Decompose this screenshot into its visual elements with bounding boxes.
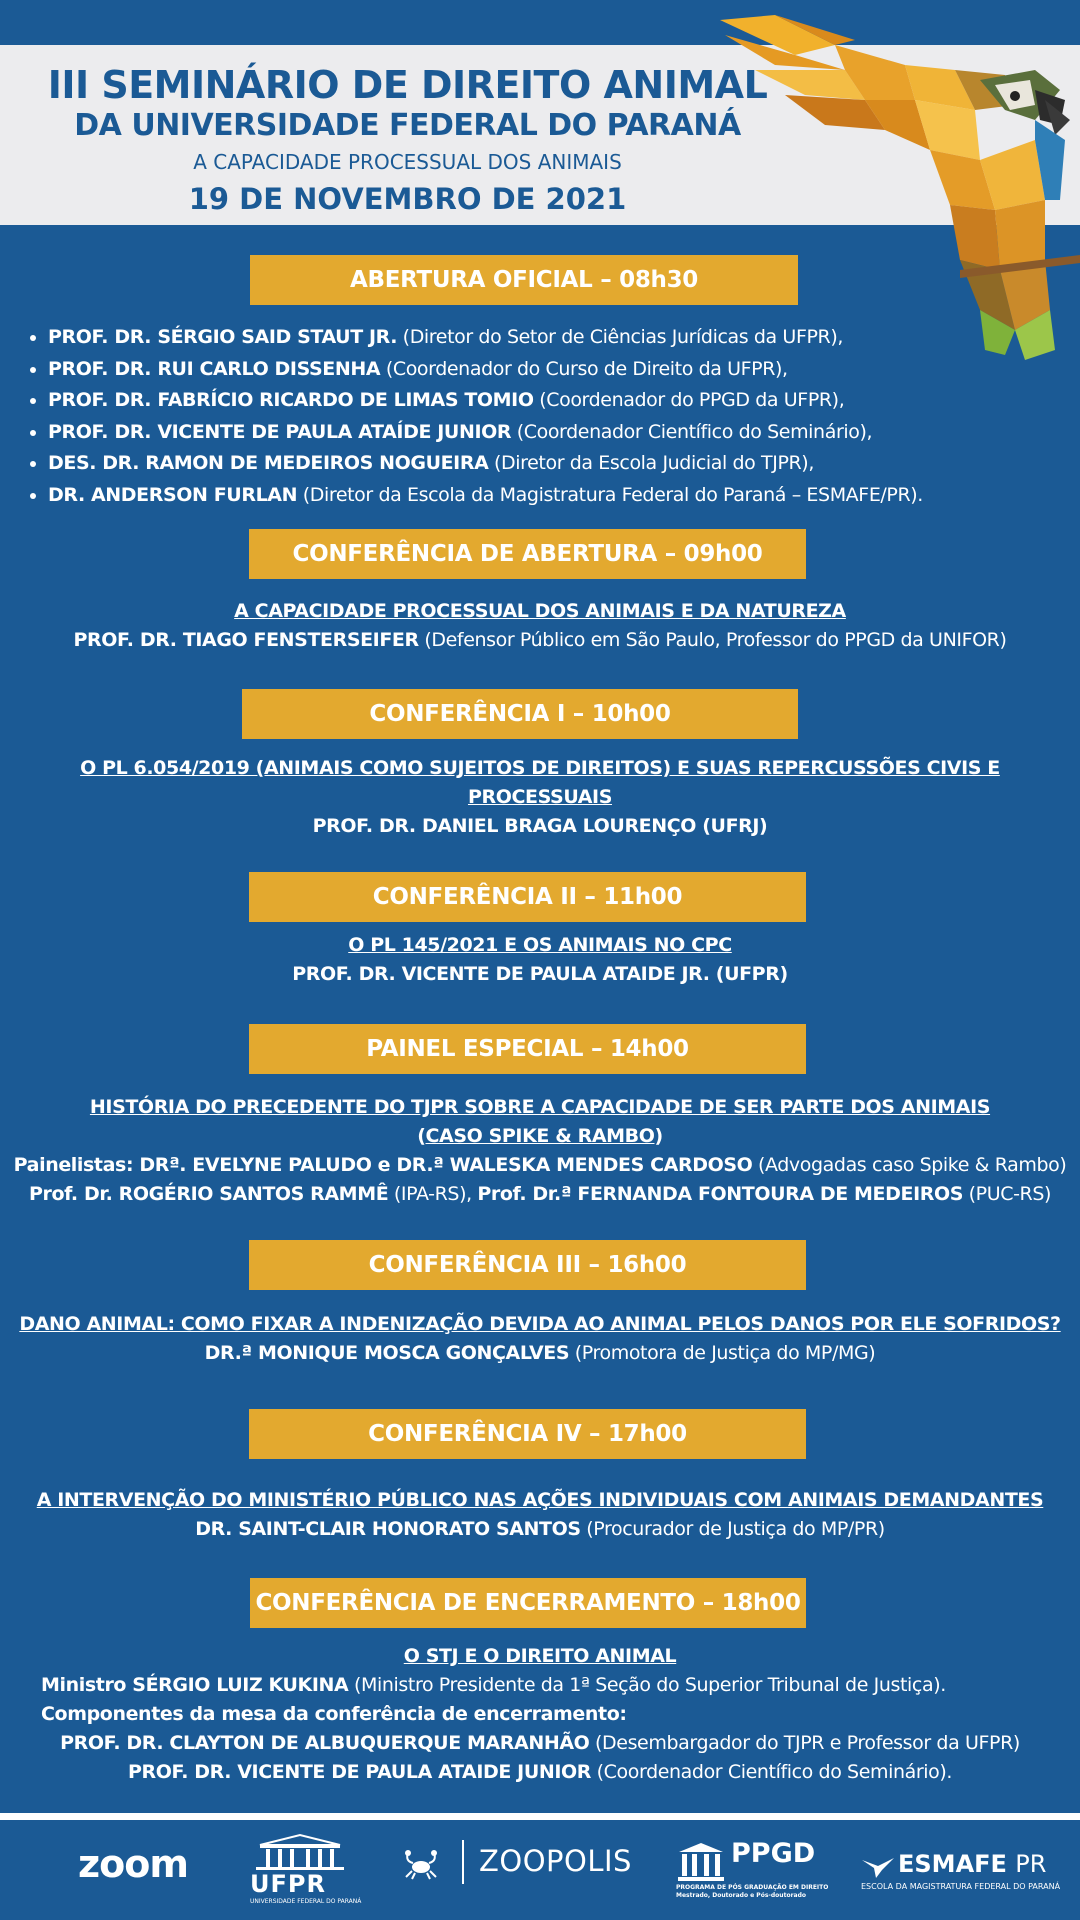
conf1-speaker: PROF. DR. DANIEL BRAGA LOURENÇO (UFRJ) — [312, 815, 768, 837]
ppgd-columns-icon — [676, 1842, 726, 1882]
member-role: (Desembargador do TJPR e Professor da UFPR) — [589, 1732, 1020, 1754]
panelist-name: Prof. Dr.ª FERNANDA FONTOURA DE MEDEIROS — [477, 1183, 964, 1205]
list-item — [48, 480, 1080, 512]
conf1-heading: CONFERÊNCIA I – 10h00 — [242, 689, 798, 739]
panelists-role: (Advogadas caso Spike & Rambo) — [752, 1154, 1067, 1176]
conf2-speaker: PROF. DR. VICENTE DE PAULA ATAIDE JR. (UFPR) — [292, 963, 788, 985]
list-item — [48, 322, 1080, 354]
topic-text: O STJ E O DIREITO ANIMAL — [403, 1645, 677, 1667]
conf-opening-speaker — [0, 626, 1080, 655]
event-date: 19 DE NOVEMBRO DE 2021 — [188, 182, 627, 216]
panelist-affiliation: (PUC-RS) — [963, 1183, 1052, 1205]
esmafe-logo — [898, 1850, 1046, 1878]
macaw-illustration — [715, 10, 1080, 370]
conf3-speaker — [0, 1339, 1080, 1368]
speaker-role: (Promotora de Justiça do MP/MG) — [569, 1342, 876, 1364]
speaker-name: PROF. DR. RUI CARLO DISSENHA — [48, 357, 381, 380]
speaker-role: (Diretor do Setor de Ciências Jurídicas da UFPR), — [397, 326, 843, 348]
closing-speaker — [41, 1671, 1071, 1700]
closing-member2 — [0, 1758, 1080, 1787]
esmafe-name: ESMAFE — [898, 1850, 1007, 1878]
member-name: PROF. DR. VICENTE DE PAULA ATAIDE JUNIOR — [127, 1761, 592, 1783]
panel-topic-line2 — [0, 1122, 1080, 1151]
topic-text: A CAPACIDADE PROCESSUAL DOS ANIMAIS E DA NATUREZA — [234, 600, 846, 622]
conf1-topic-line2 — [0, 783, 1080, 812]
speaker-name: DR. ANDERSON FURLAN — [48, 483, 298, 506]
case-name: CASO SPIKE & RAMBO — [425, 1125, 655, 1147]
topic-text: O PL 6.054/2019 (ANIMAIS COMO SUJEITOS DE DIREITOS) E SUAS REPERCUSSÕES CIVIS E — [80, 757, 1000, 779]
crab-icon — [403, 1845, 439, 1881]
list-item — [48, 385, 1080, 417]
ufpr-logo-subtitle: UNIVERSIDADE FEDERAL DO PARANÁ — [250, 1898, 362, 1905]
event-subtitle: A CAPACIDADE PROCESSUAL DOS ANIMAIS — [193, 150, 622, 174]
speaker-name: DR. SAINT-CLAIR HONORATO SANTOS — [195, 1518, 581, 1540]
conf3-topic — [0, 1310, 1080, 1339]
topic-text: PROCESSUAIS — [467, 786, 613, 808]
zoom-logo: zoom — [78, 1842, 188, 1886]
conf3-heading: CONFERÊNCIA III – 16h00 — [249, 1240, 806, 1290]
ppgd-logo: PPGD — [731, 1838, 816, 1869]
esmafe-pr: PR — [1015, 1850, 1047, 1878]
speaker-name: DR.ª MONIQUE MOSCA GONÇALVES — [204, 1342, 570, 1364]
panelist-name: Prof. Dr. ROGÉRIO SANTOS RAMMÊ — [28, 1183, 389, 1205]
speaker-role: (Coordenador do Curso de Direito da UFPR), — [380, 357, 788, 380]
speaker-role: (Coordenador Científico do Seminário), — [511, 420, 873, 443]
ufpr-building-icon — [250, 1833, 350, 1871]
panelists-names: Painelistas: DRª. EVELYNE PALUDO e DR.ª WALESKA MENDES CARDOSO — [13, 1154, 753, 1176]
closing-panel-label: Componentes da mesa da conferência de encerramento: — [41, 1703, 627, 1725]
member-role: (Coordenador Científico do Seminário). — [591, 1761, 953, 1783]
panelist-affiliation: (IPA-RS), — [388, 1183, 478, 1205]
speaker-role: (Procurador de Justiça do MP/PR) — [580, 1518, 885, 1540]
speaker-name: PROF. DR. FABRÍCIO RICARDO DE LIMAS TOMIO — [48, 389, 534, 411]
opening-speaker-list — [20, 322, 1080, 511]
zoopolis-logo: ZOOPOLIS — [479, 1844, 632, 1878]
speaker-name: Ministro SÉRGIO LUIZ KUKINA — [41, 1674, 349, 1696]
panelists-line1 — [0, 1151, 1080, 1180]
list-item — [48, 354, 1080, 386]
conf-opening-heading: CONFERÊNCIA DE ABERTURA – 09h00 — [249, 529, 806, 579]
footer-logos — [0, 1820, 1080, 1920]
ppgd-subtitle: PROGRAMA DE PÓS GRADUAÇÃO EM DIREITO — [676, 1884, 829, 1891]
conf4-topic — [0, 1486, 1080, 1515]
speaker-name: DES. DR. RAMON DE MEDEIROS NOGUEIRA — [48, 452, 489, 474]
topic-text: DANO ANIMAL: COMO FIXAR A INDENIZAÇÃO DEVIDA AO ANIMAL PELOS DANOS POR ELE SOFRIDOS? — [19, 1313, 1061, 1335]
closing-heading: CONFERÊNCIA DE ENCERRAMENTO – 18h00 — [250, 1578, 806, 1628]
speaker-role: (Defensor Público em São Paulo, Professor do PPGD da UNIFOR) — [418, 629, 1007, 651]
conf2-heading: CONFERÊNCIA II – 11h00 — [249, 872, 806, 922]
zoopolis-divider — [462, 1840, 464, 1884]
footer-divider — [0, 1813, 1080, 1820]
speaker-role: (Ministro Presidente da 1ª Seção do Superior Tribunal de Justiça). — [348, 1674, 946, 1696]
panel-heading: PAINEL ESPECIAL – 14h00 — [249, 1024, 806, 1074]
ppgd-subtitle-2: Mestrado, Doutorado e Pós-doutorado — [676, 1892, 806, 1899]
topic-text: HISTÓRIA DO PRECEDENTE DO TJPR SOBRE A CAPACIDADE DE SER PARTE DOS ANIMAIS — [89, 1096, 991, 1118]
opening-heading: ABERTURA OFICIAL – 08h30 — [250, 255, 798, 305]
topic-text: O PL 145/2021 E OS ANIMAIS NO CPC — [348, 934, 732, 956]
closing-topic — [0, 1642, 1080, 1671]
speaker-name: PROF. DR. VICENTE DE PAULA ATAÍDE JUNIOR — [48, 420, 512, 443]
conf4-speaker — [0, 1515, 1080, 1544]
esmafe-subtitle: ESCOLA DA MAGISTRATURA FEDERAL DO PARANÁ — [861, 1882, 1061, 1891]
paren-open: ( — [417, 1125, 426, 1147]
esmafe-bird-icon — [862, 1858, 896, 1878]
closing-member1 — [0, 1729, 1080, 1758]
speaker-name: PROF. DR. SÉRGIO SAID STAUT JR. — [48, 326, 398, 348]
paren-close: ) — [654, 1125, 663, 1147]
topic-text: A INTERVENÇÃO DO MINISTÉRIO PÚBLICO NAS AÇÕES INDIVIDUAIS COM ANIMAIS DEMANDANTES — [36, 1489, 1044, 1511]
list-item — [48, 448, 1080, 480]
conf1-topic-line1 — [0, 754, 1080, 783]
ufpr-logo-text: UFPR — [250, 1870, 326, 1898]
event-title: III SEMINÁRIO DE DIREITO ANIMAL — [47, 63, 768, 107]
list-item — [48, 417, 1080, 449]
conf4-heading: CONFERÊNCIA IV – 17h00 — [249, 1409, 806, 1459]
speaker-role: (Diretor da Escola da Magistratura Federal do Paraná – ESMAFE/PR). — [297, 483, 923, 506]
speaker-role: (Diretor da Escola Judicial do TJPR), — [488, 452, 814, 474]
event-title-line2: DA UNIVERSIDADE FEDERAL DO PARANÁ — [74, 108, 741, 143]
speaker-name: PROF. DR. TIAGO FENSTERSEIFER — [73, 629, 419, 651]
speaker-role: (Coordenador do PPGD da UFPR), — [533, 389, 845, 411]
conf-opening-topic — [0, 597, 1080, 626]
panelists-line2 — [0, 1180, 1080, 1209]
member-name: PROF. DR. CLAYTON DE ALBUQUERQUE MARANHÃO — [60, 1732, 590, 1754]
conf2-topic — [0, 931, 1080, 960]
panel-topic-line1 — [0, 1093, 1080, 1122]
